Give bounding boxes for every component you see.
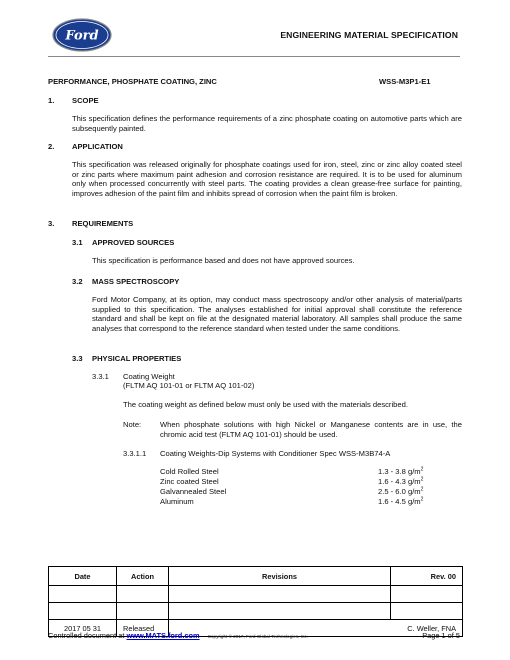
section-1-title: SCOPE	[72, 96, 99, 105]
ford-logo	[52, 18, 112, 52]
footer-controlled-text: Controlled document at	[48, 631, 125, 640]
section-3-title: REQUIREMENTS	[72, 219, 134, 228]
coating-row-material: Galvannealed Steel	[160, 487, 227, 496]
rev-header-action: Action	[117, 567, 169, 586]
page-number: Page 1 of 5	[422, 631, 460, 640]
rev-header-date: Date	[49, 567, 117, 586]
revision-table	[48, 566, 463, 637]
section-1-body: This specification defines the performance requirements of a zinc phosphate coating on automotive parts which are subsequently painted.	[72, 114, 462, 133]
footer	[48, 631, 462, 640]
coating-row-material: Zinc coated Steel	[160, 477, 219, 486]
table-row	[49, 603, 463, 620]
section-2-body: This specification was released originally for phosphate coatings used for iron, steel, zinc or zinc alloy coated steel or zinc parts where maximum paint adhesion and corrosion resistance are required. It is to be used for aluminum only when processed concurrently with steel parts. The coating provides a clean grease-free surface for painting, improves adhesion of the paint film and inhibits spread of corrosion when the paint film is broken.	[72, 160, 462, 198]
section-3-3-1-body: The coating weight as defined below must only be used with the materials described.	[123, 400, 408, 409]
rev-header-number: Rev. 00	[391, 567, 463, 586]
ford-logo-text: Ford	[65, 28, 99, 44]
section-3-2-number: 3.2	[72, 277, 83, 286]
section-3-3-number: 3.3	[72, 354, 83, 363]
mats-link[interactable]: www.MATS.ford.com	[126, 631, 200, 640]
coating-row-value: 1.3 - 3.8 $g/m^2$	[378, 466, 424, 476]
note-text: When phosphate solutions with high Nickel or Manganese contents are in use, the chromic acid test (FLTM AQ 101-01) should be used.	[160, 420, 462, 439]
section-3-3-1-1-title: Coating Weights-Dip Systems with Conditioner Spec WSS-M3B74-A	[160, 449, 391, 458]
rev-action: Released	[117, 620, 169, 637]
table-row	[49, 586, 463, 603]
section-3-3-title: PHYSICAL PROPERTIES	[92, 354, 182, 363]
rev-header-revisions: Revisions	[169, 567, 391, 586]
header-divider	[48, 56, 460, 57]
footer-copyright: Copyright © 2017, Ford Global Technologies, Inc.	[207, 634, 308, 639]
coating-row-material: Aluminum	[160, 497, 194, 506]
section-3-1-number: 3.1	[72, 238, 83, 247]
section-3-2-title: MASS SPECTROSCOPY	[92, 277, 180, 286]
section-3-1-title: APPROVED SOURCES	[92, 238, 175, 247]
rev-date: 2017 05 31	[49, 620, 117, 637]
note-label: Note:	[123, 420, 142, 429]
section-3-2-body: Ford Motor Company, at its option, may conduct mass spectroscopy and/or other analysis of material/parts supplied to this specification. The analyses established for initial approval shall constitute the reference standard and shall be kept on file at the designated material laboratory. All samples shall produce the same analyses that correspond to the reference standard when tested under the same conditions.	[92, 295, 462, 333]
section-2-title: APPLICATION	[72, 142, 123, 151]
section-3-3-1-1-number: 3.3.1.1	[123, 449, 147, 458]
spec-number: WSS-M3P1-E1	[379, 77, 431, 86]
section-1-number: 1.	[48, 96, 55, 105]
section-3-1-body: This specification is performance based and does not have approved sources.	[92, 256, 355, 265]
section-2-number: 2.	[48, 142, 55, 151]
coating-row-value: 1.6 - 4.5 $g/m^2$	[378, 496, 424, 506]
document-title: ENGINEERING MATERIAL SPECIFICATION	[280, 30, 458, 40]
coating-row-material: Cold Rolled Steel	[160, 467, 219, 476]
spec-title: PERFORMANCE, PHOSPHATE COATING, ZINC	[48, 77, 217, 86]
coating-row-value: 1.6 - 4.3 $g/m^2$	[378, 476, 424, 486]
coating-row-value: 2.5 - 6.0 $g/m^2$	[378, 486, 424, 496]
section-3-3-1-title: Coating Weight	[123, 372, 175, 381]
rev-author: C. Weller, FNA	[169, 620, 463, 637]
section-3-3-1-methods: (FLTM AQ 101-01 or FLTM AQ 101-02)	[123, 381, 255, 390]
section-3-3-1-number: 3.3.1	[92, 372, 109, 381]
section-3-number: 3.	[48, 219, 55, 228]
